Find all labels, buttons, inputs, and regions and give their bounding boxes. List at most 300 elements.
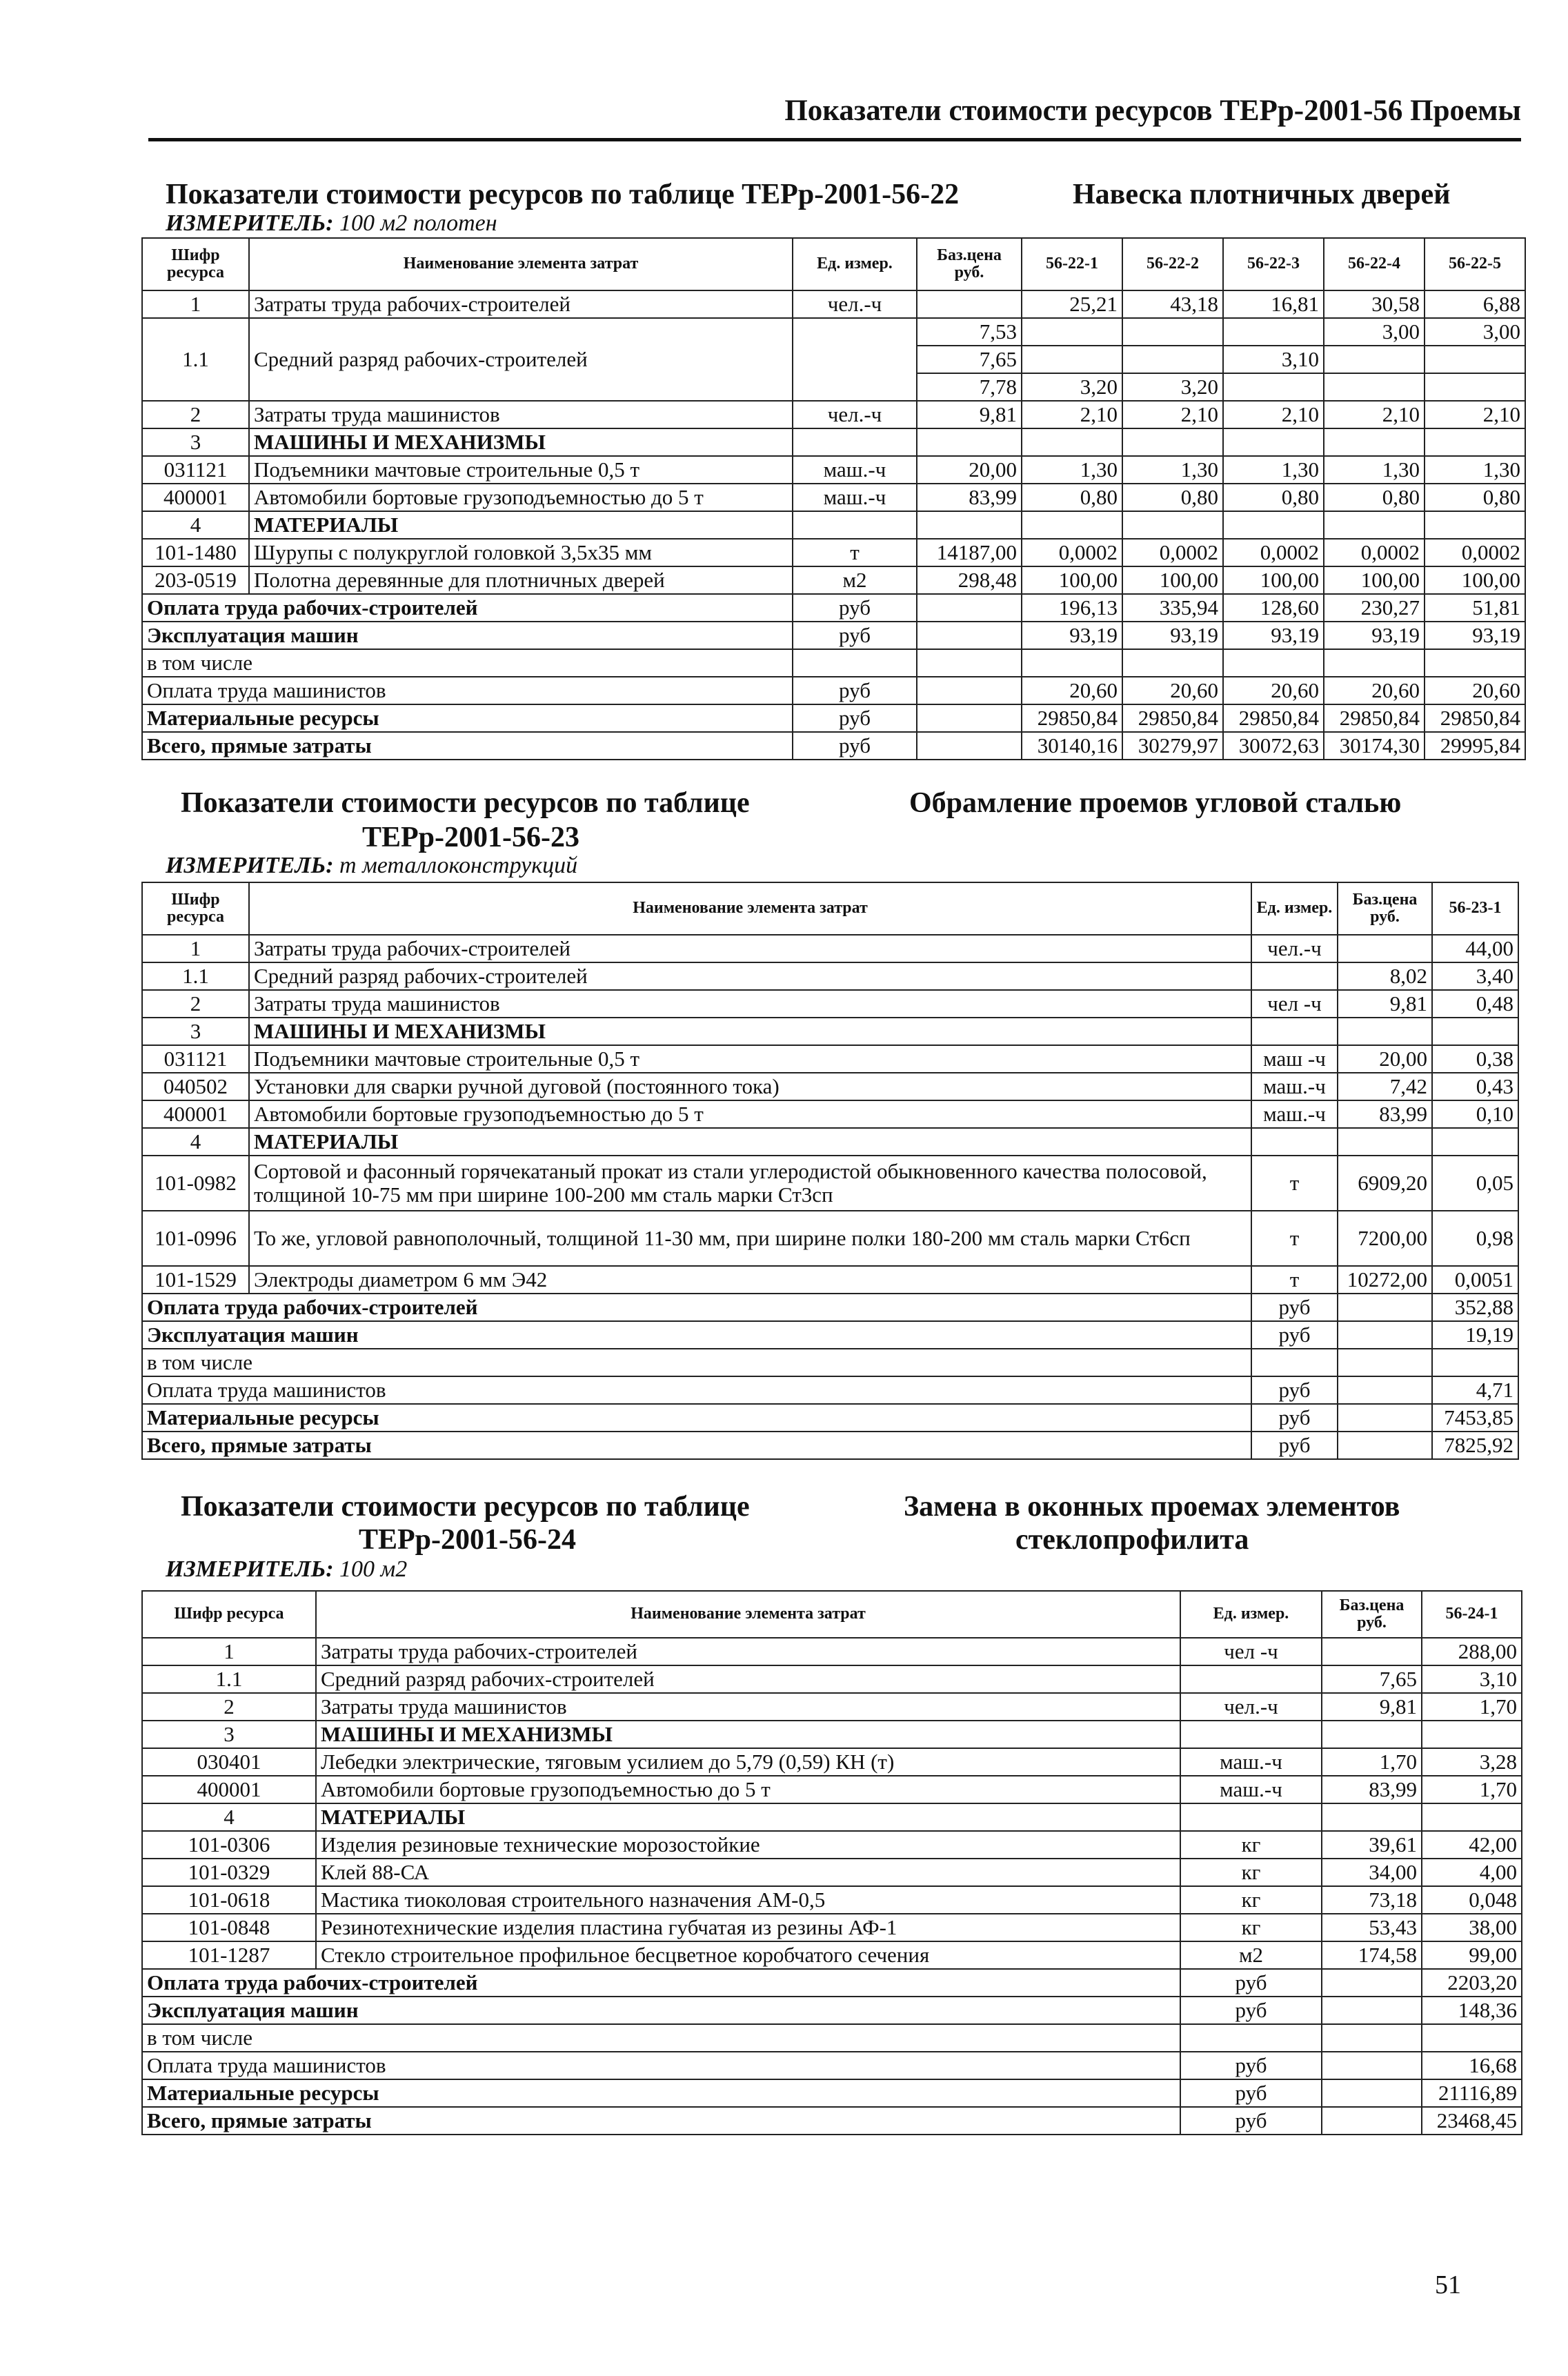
cell-value: 0,048 bbox=[1422, 1886, 1522, 1914]
cell-code: 4 bbox=[142, 1128, 249, 1156]
summary-value: 21116,89 bbox=[1422, 2079, 1522, 2107]
summary-name: Оплата труда машинистов bbox=[142, 2052, 1180, 2079]
cell-price: 9,81 bbox=[917, 401, 1022, 428]
header-col: 56-22-1 bbox=[1022, 238, 1122, 290]
summary-name: Оплата труда рабочих-строителей bbox=[142, 594, 793, 622]
cell-price: 7,42 bbox=[1338, 1073, 1432, 1100]
table-row bbox=[142, 539, 1525, 566]
summary-value: 30140,16 bbox=[1022, 732, 1122, 760]
cell-value: 42,00 bbox=[1422, 1831, 1522, 1859]
cell-code: 101-1287 bbox=[142, 1941, 316, 1969]
summary-price-empty bbox=[1338, 1349, 1432, 1376]
cell-value bbox=[1432, 1128, 1518, 1156]
header-code: Шифр ресурса bbox=[142, 1591, 316, 1638]
summary-value: 23468,45 bbox=[1422, 2107, 1522, 2135]
summary-value: 335,94 bbox=[1122, 594, 1223, 622]
summary-name: Материальные ресурсы bbox=[142, 2079, 1180, 2107]
table-header-row bbox=[142, 238, 1525, 290]
cell-value: 1,30 bbox=[1022, 456, 1122, 484]
table-row bbox=[142, 1693, 1522, 1721]
cell-code: 1.1 bbox=[142, 962, 249, 990]
table-row bbox=[142, 401, 1525, 428]
cell-code: 3 bbox=[142, 428, 249, 456]
cell-name: Средний разряд рабочих-строителей bbox=[249, 962, 1251, 990]
cell-value: 0,0002 bbox=[1425, 539, 1525, 566]
cell-unit bbox=[1180, 1665, 1322, 1693]
cell-value bbox=[1425, 428, 1525, 456]
cell-name: МАШИНЫ И МЕХАНИЗМЫ bbox=[316, 1721, 1180, 1748]
cell-value: 0,80 bbox=[1425, 484, 1525, 511]
summary-row bbox=[142, 2079, 1522, 2107]
cell-unit: кг bbox=[1180, 1886, 1322, 1914]
summary-unit: руб bbox=[1251, 1321, 1338, 1349]
cell-name: Затраты труда машинистов bbox=[316, 1693, 1180, 1721]
summary-row bbox=[142, 1432, 1518, 1459]
summary-value: 20,60 bbox=[1324, 677, 1425, 704]
summary-value: 128,60 bbox=[1223, 594, 1324, 622]
cell-value bbox=[1324, 511, 1425, 539]
cell-name: МАШИНЫ И МЕХАНИЗМЫ bbox=[249, 1018, 1251, 1045]
summary-unit: руб bbox=[1251, 1432, 1338, 1459]
t22-measure-label: ИЗМЕРИТЕЛЬ: bbox=[166, 210, 334, 236]
cell-unit bbox=[1251, 1018, 1338, 1045]
cell-name: Средний разряд рабочих-строителей bbox=[249, 318, 793, 401]
cell-price: 8,02 bbox=[1338, 962, 1432, 990]
summary-unit: руб bbox=[1180, 2052, 1322, 2079]
cell-price: 34,00 bbox=[1322, 1859, 1422, 1886]
t23-title-line1: Показатели стоимости ресурсов по таблице bbox=[181, 787, 750, 819]
header-name: Наименование элемента затрат bbox=[249, 882, 1251, 935]
summary-value bbox=[1022, 649, 1122, 677]
summary-row bbox=[142, 2024, 1522, 2052]
cell-value bbox=[1022, 428, 1122, 456]
cell-value bbox=[1422, 1721, 1522, 1748]
summary-value: 20,60 bbox=[1223, 677, 1324, 704]
cell-price: 298,48 bbox=[917, 566, 1022, 594]
cell-price: 83,99 bbox=[1338, 1100, 1432, 1128]
summary-name: Оплата труда машинистов bbox=[142, 1376, 1251, 1404]
cell-name: МАТЕРИАЛЫ bbox=[249, 511, 793, 539]
summary-unit: руб bbox=[1251, 1294, 1338, 1321]
cell-value: 3,00 bbox=[1425, 318, 1525, 346]
cell-code: 3 bbox=[142, 1721, 316, 1748]
cell-value: 4,00 bbox=[1422, 1859, 1522, 1886]
cell-value bbox=[1223, 428, 1324, 456]
cell-value bbox=[1122, 511, 1223, 539]
cell-value: 1,70 bbox=[1422, 1693, 1522, 1721]
header-code: Шифр ресурса bbox=[142, 238, 249, 290]
cell-unit: маш.-ч bbox=[1180, 1748, 1322, 1776]
summary-name: Эксплуатация машин bbox=[142, 1997, 1180, 2024]
cell-value: 25,21 bbox=[1022, 290, 1122, 318]
cell-value bbox=[1122, 346, 1223, 373]
cell-value: 0,05 bbox=[1432, 1156, 1518, 1211]
header-unit: Ед. измер. bbox=[1180, 1591, 1322, 1638]
cell-value: 6,88 bbox=[1425, 290, 1525, 318]
header-col: 56-22-5 bbox=[1425, 238, 1525, 290]
cell-unit bbox=[793, 511, 917, 539]
t23-measure-value: т металлоконструкций bbox=[339, 853, 578, 878]
cell-unit: чел -ч bbox=[1180, 1638, 1322, 1665]
cell-value: 3,20 bbox=[1122, 373, 1223, 401]
table-row bbox=[142, 511, 1525, 539]
cell-value bbox=[1432, 1018, 1518, 1045]
cell-name: Затраты труда машинистов bbox=[249, 990, 1251, 1018]
cell-name: Подъемники мачтовые строительные 0,5 т bbox=[249, 1045, 1251, 1073]
summary-value: 29850,84 bbox=[1122, 704, 1223, 732]
summary-row bbox=[142, 649, 1525, 677]
cell-name: Клей 88-СА bbox=[316, 1859, 1180, 1886]
summary-price-empty bbox=[917, 704, 1022, 732]
summary-price-empty bbox=[917, 732, 1022, 760]
page-header bbox=[148, 88, 1521, 141]
summary-unit: руб bbox=[793, 732, 917, 760]
table-row bbox=[142, 1156, 1518, 1211]
cell-name: Автомобили бортовые грузоподъемностью до 5 т bbox=[316, 1776, 1180, 1803]
header-unit: Ед. измер. bbox=[793, 238, 917, 290]
summary-unit bbox=[1180, 2024, 1322, 2052]
header-price: Баз.цена руб. bbox=[1338, 882, 1432, 935]
summary-value: 29850,84 bbox=[1425, 704, 1525, 732]
summary-value: 20,60 bbox=[1425, 677, 1525, 704]
cell-value bbox=[1122, 318, 1223, 346]
cell-unit bbox=[1180, 1721, 1322, 1748]
cell-code: 400001 bbox=[142, 484, 249, 511]
cell-name: Средний разряд рабочих-строителей bbox=[316, 1665, 1180, 1693]
cell-unit: чел.-ч bbox=[793, 401, 917, 428]
table-row bbox=[142, 935, 1518, 962]
cell-name: Затраты труда рабочих-строителей bbox=[249, 290, 793, 318]
table-header-row bbox=[142, 882, 1518, 935]
cell-value: 0,80 bbox=[1223, 484, 1324, 511]
header-unit: Ед. измер. bbox=[1251, 882, 1338, 935]
summary-value: 51,81 bbox=[1425, 594, 1525, 622]
cell-price bbox=[917, 511, 1022, 539]
cell-value bbox=[1425, 373, 1525, 401]
table-row bbox=[142, 990, 1518, 1018]
cell-code: 101-0982 bbox=[142, 1156, 249, 1211]
cell-unit: т bbox=[1251, 1211, 1338, 1266]
summary-row bbox=[142, 1294, 1518, 1321]
cell-code: 400001 bbox=[142, 1100, 249, 1128]
summary-name: Оплата труда рабочих-строителей bbox=[142, 1969, 1180, 1997]
cell-value: 0,38 bbox=[1432, 1045, 1518, 1073]
cell-name: Резинотехнические изделия пластина губчатая из резины АФ-1 bbox=[316, 1914, 1180, 1941]
summary-value: 29850,84 bbox=[1223, 704, 1324, 732]
cell-price: 1,70 bbox=[1322, 1748, 1422, 1776]
summary-price-empty bbox=[917, 649, 1022, 677]
cell-price: 7,65 bbox=[917, 346, 1022, 373]
page-number: 51 bbox=[1435, 2270, 1461, 2299]
summary-value: 7825,92 bbox=[1432, 1432, 1518, 1459]
cell-value: 100,00 bbox=[1022, 566, 1122, 594]
cell-unit bbox=[1180, 1803, 1322, 1831]
t23-subject: Обрамление проемов угловой сталью bbox=[909, 787, 1402, 819]
table-row bbox=[142, 1776, 1522, 1803]
table-row bbox=[142, 1638, 1522, 1665]
summary-row bbox=[142, 1321, 1518, 1349]
summary-value: 30072,63 bbox=[1223, 732, 1324, 760]
cell-code: 030401 bbox=[142, 1748, 316, 1776]
cell-price: 7,53 bbox=[917, 318, 1022, 346]
cell-price: 10272,00 bbox=[1338, 1266, 1432, 1294]
summary-value: 230,27 bbox=[1324, 594, 1425, 622]
table-row bbox=[142, 484, 1525, 511]
summary-value bbox=[1422, 2024, 1522, 2052]
cell-name: Стекло строительное профильное бесцветное коробчатого сечения bbox=[316, 1941, 1180, 1969]
table-56-22 bbox=[141, 237, 1526, 760]
cell-code: 101-0306 bbox=[142, 1831, 316, 1859]
cell-price: 83,99 bbox=[1322, 1776, 1422, 1803]
summary-value: 29995,84 bbox=[1425, 732, 1525, 760]
cell-value: 1,70 bbox=[1422, 1776, 1522, 1803]
cell-price bbox=[1338, 1018, 1432, 1045]
cell-name: Сортовой и фасонный горячекатаный прокат из стали углеродистой обыкновенного качества полосовой, толщиной 10-75 мм при ширине 100-200 мм сталь марки Ст3сп bbox=[249, 1156, 1251, 1211]
summary-row bbox=[142, 1376, 1518, 1404]
summary-row bbox=[142, 2107, 1522, 2135]
table-row bbox=[142, 1721, 1522, 1748]
cell-value: 2,10 bbox=[1425, 401, 1525, 428]
cell-unit: кг bbox=[1180, 1831, 1322, 1859]
cell-value bbox=[1122, 428, 1223, 456]
summary-value: 2203,20 bbox=[1422, 1969, 1522, 1997]
cell-value: 1,30 bbox=[1122, 456, 1223, 484]
cell-value bbox=[1022, 346, 1122, 373]
cell-value: 0,80 bbox=[1122, 484, 1223, 511]
cell-value: 1,30 bbox=[1223, 456, 1324, 484]
summary-unit: руб bbox=[1180, 1997, 1322, 2024]
cell-name: Автомобили бортовые грузоподъемностью до 5 т bbox=[249, 1100, 1251, 1128]
cell-name: Лебедки электрические, тяговым усилием до 5,79 (0,59) КН (т) bbox=[316, 1748, 1180, 1776]
table-row bbox=[142, 428, 1525, 456]
cell-code: 1 bbox=[142, 935, 249, 962]
cell-price: 20,00 bbox=[1338, 1045, 1432, 1073]
cell-code: 101-1529 bbox=[142, 1266, 249, 1294]
cell-unit: чел -ч bbox=[1251, 990, 1338, 1018]
header-price: Баз.цена руб. bbox=[1322, 1591, 1422, 1638]
header-col: 56-23-1 bbox=[1432, 882, 1518, 935]
summary-value: 148,36 bbox=[1422, 1997, 1522, 2024]
cell-unit: чел.-ч bbox=[1180, 1693, 1322, 1721]
summary-unit: руб bbox=[1251, 1404, 1338, 1432]
t24-subject-line1: Замена в оконных проемах элементов bbox=[904, 1491, 1400, 1523]
summary-unit: руб bbox=[793, 594, 917, 622]
summary-unit: руб bbox=[793, 622, 917, 649]
summary-row bbox=[142, 1997, 1522, 2024]
cell-code: 2 bbox=[142, 990, 249, 1018]
cell-unit: маш.-ч bbox=[793, 456, 917, 484]
cell-code: 101-0329 bbox=[142, 1859, 316, 1886]
summary-value: 93,19 bbox=[1425, 622, 1525, 649]
summary-name: в том числе bbox=[142, 649, 793, 677]
summary-value: 93,19 bbox=[1223, 622, 1324, 649]
cell-price: 39,61 bbox=[1322, 1831, 1422, 1859]
cell-code: 031121 bbox=[142, 456, 249, 484]
cell-unit bbox=[1251, 1128, 1338, 1156]
summary-price-empty bbox=[1322, 2079, 1422, 2107]
summary-name: Эксплуатация машин bbox=[142, 622, 793, 649]
t24-title-line1: Показатели стоимости ресурсов по таблице bbox=[181, 1491, 750, 1523]
cell-unit: маш.-ч bbox=[793, 484, 917, 511]
cell-unit: т bbox=[1251, 1156, 1338, 1211]
summary-value: 30279,97 bbox=[1122, 732, 1223, 760]
table-row bbox=[142, 1100, 1518, 1128]
cell-value: 2,10 bbox=[1122, 401, 1223, 428]
cell-price: 9,81 bbox=[1322, 1693, 1422, 1721]
summary-unit: руб bbox=[1180, 1969, 1322, 1997]
summary-value: 30174,30 bbox=[1324, 732, 1425, 760]
cell-value bbox=[1022, 511, 1122, 539]
summary-price-empty bbox=[1338, 1404, 1432, 1432]
cell-value: 43,18 bbox=[1122, 290, 1223, 318]
summary-price-empty bbox=[1322, 2024, 1422, 2052]
cell-unit: маш.-ч bbox=[1251, 1073, 1338, 1100]
cell-value: 100,00 bbox=[1324, 566, 1425, 594]
summary-value: 93,19 bbox=[1324, 622, 1425, 649]
cell-price bbox=[1338, 1128, 1432, 1156]
cell-price: 7200,00 bbox=[1338, 1211, 1432, 1266]
cell-value bbox=[1425, 511, 1525, 539]
summary-name: в том числе bbox=[142, 1349, 1251, 1376]
table-header-row bbox=[142, 1591, 1522, 1638]
t24-subject-line2: стеклопрофилита bbox=[1015, 1524, 1249, 1556]
cell-value bbox=[1223, 318, 1324, 346]
cell-value: 100,00 bbox=[1122, 566, 1223, 594]
cell-price bbox=[1338, 935, 1432, 962]
summary-value: 16,68 bbox=[1422, 2052, 1522, 2079]
cell-value: 99,00 bbox=[1422, 1941, 1522, 1969]
summary-name: в том числе bbox=[142, 2024, 1180, 2052]
table-row bbox=[142, 1128, 1518, 1156]
t24-measure-label: ИЗМЕРИТЕЛЬ: bbox=[166, 1556, 334, 1582]
page-header-title: Показатели стоимости ресурсов ТЕРр-2001-56 Проемы bbox=[784, 95, 1521, 127]
cell-code: 101-0618 bbox=[142, 1886, 316, 1914]
summary-price-empty bbox=[917, 677, 1022, 704]
t22-title: Показатели стоимости ресурсов по таблице ТЕРр-2001-56-22 bbox=[166, 179, 960, 210]
summary-value: 93,19 bbox=[1122, 622, 1223, 649]
cell-value bbox=[1422, 1803, 1522, 1831]
header-code: Шифр ресурса bbox=[142, 882, 249, 935]
header-col: 56-22-4 bbox=[1324, 238, 1425, 290]
summary-name: Материальные ресурсы bbox=[142, 704, 793, 732]
t22-measure-value: 100 м2 полотен bbox=[339, 210, 497, 236]
cell-price: 14187,00 bbox=[917, 539, 1022, 566]
cell-name: Подъемники мачтовые строительные 0,5 т bbox=[249, 456, 793, 484]
summary-price-empty bbox=[917, 594, 1022, 622]
summary-unit bbox=[1251, 1349, 1338, 1376]
summary-unit: руб bbox=[1180, 2107, 1322, 2135]
summary-name: Эксплуатация машин bbox=[142, 1321, 1251, 1349]
summary-row bbox=[142, 732, 1525, 760]
summary-name: Материальные ресурсы bbox=[142, 1404, 1251, 1432]
cell-name: Затраты труда рабочих-строителей bbox=[316, 1638, 1180, 1665]
summary-unit: руб bbox=[1251, 1376, 1338, 1404]
cell-name: Шурупы с полукруглой головкой 3,5х35 мм bbox=[249, 539, 793, 566]
cell-name: МАТЕРИАЛЫ bbox=[316, 1803, 1180, 1831]
cell-value: 0,0051 bbox=[1432, 1266, 1518, 1294]
cell-value: 38,00 bbox=[1422, 1914, 1522, 1941]
cell-value: 0,48 bbox=[1432, 990, 1518, 1018]
summary-value: 29850,84 bbox=[1324, 704, 1425, 732]
cell-value: 0,0002 bbox=[1223, 539, 1324, 566]
cell-name: Затраты труда рабочих-строителей bbox=[249, 935, 1251, 962]
t22-subject: Навеска плотничных дверей bbox=[1073, 179, 1451, 210]
summary-price-empty bbox=[1338, 1321, 1432, 1349]
summary-price-empty bbox=[1338, 1294, 1432, 1321]
cell-code: 1.1 bbox=[142, 318, 249, 401]
summary-unit bbox=[793, 649, 917, 677]
summary-name: Всего, прямые затраты bbox=[142, 1432, 1251, 1459]
cell-code: 203-0519 bbox=[142, 566, 249, 594]
cell-code: 031121 bbox=[142, 1045, 249, 1073]
cell-name: Затраты труда машинистов bbox=[249, 401, 793, 428]
summary-unit: руб bbox=[793, 704, 917, 732]
cell-price bbox=[1322, 1721, 1422, 1748]
cell-unit: маш.-ч bbox=[1251, 1100, 1338, 1128]
header-col: 56-22-2 bbox=[1122, 238, 1223, 290]
cell-value: 100,00 bbox=[1223, 566, 1324, 594]
t23-measure-label: ИЗМЕРИТЕЛЬ: bbox=[166, 853, 334, 878]
cell-price: 20,00 bbox=[917, 456, 1022, 484]
cell-name: Мастика тиоколовая строительного назначения АМ-0,5 bbox=[316, 1886, 1180, 1914]
table-row bbox=[142, 1748, 1522, 1776]
cell-unit: т bbox=[793, 539, 917, 566]
table-row bbox=[142, 1886, 1522, 1914]
summary-row bbox=[142, 1969, 1522, 1997]
header-col: 56-24-1 bbox=[1422, 1591, 1522, 1638]
cell-code: 101-0848 bbox=[142, 1914, 316, 1941]
cell-value: 30,58 bbox=[1324, 290, 1425, 318]
cell-value: 0,10 bbox=[1432, 1100, 1518, 1128]
summary-price-empty bbox=[1338, 1432, 1432, 1459]
cell-unit: чел.-ч bbox=[1251, 935, 1338, 962]
cell-name: Полотна деревянные для плотничных дверей bbox=[249, 566, 793, 594]
summary-name: Всего, прямые затраты bbox=[142, 2107, 1180, 2135]
table-row bbox=[142, 1211, 1518, 1266]
table-row bbox=[142, 456, 1525, 484]
summary-value bbox=[1432, 1349, 1518, 1376]
table-row bbox=[142, 1045, 1518, 1073]
table-row bbox=[142, 1266, 1518, 1294]
cell-price: 7,78 bbox=[917, 373, 1022, 401]
cell-price: 73,18 bbox=[1322, 1886, 1422, 1914]
summary-value bbox=[1324, 649, 1425, 677]
summary-row bbox=[142, 704, 1525, 732]
cell-code: 2 bbox=[142, 1693, 316, 1721]
summary-value: 352,88 bbox=[1432, 1294, 1518, 1321]
summary-name: Оплата труда рабочих-строителей bbox=[142, 1294, 1251, 1321]
cell-value bbox=[1324, 346, 1425, 373]
summary-price-empty bbox=[1322, 1969, 1422, 1997]
summary-price-empty bbox=[1322, 2107, 1422, 2135]
cell-price bbox=[917, 428, 1022, 456]
cell-code: 3 bbox=[142, 1018, 249, 1045]
summary-unit: руб bbox=[793, 677, 917, 704]
cell-unit bbox=[1251, 962, 1338, 990]
cell-name: Автомобили бортовые грузоподъемностью до 5 т bbox=[249, 484, 793, 511]
cell-name: Установки для сварки ручной дуговой (постоянного тока) bbox=[249, 1073, 1251, 1100]
table-56-24 bbox=[141, 1590, 1522, 2135]
table-row bbox=[142, 1941, 1522, 1969]
summary-value bbox=[1122, 649, 1223, 677]
summary-row bbox=[142, 1349, 1518, 1376]
t24-measure bbox=[166, 1556, 407, 1583]
table-row bbox=[142, 1831, 1522, 1859]
cell-value: 0,80 bbox=[1022, 484, 1122, 511]
cell-value: 2,10 bbox=[1022, 401, 1122, 428]
summary-value: 196,13 bbox=[1022, 594, 1122, 622]
cell-value: 1,30 bbox=[1324, 456, 1425, 484]
